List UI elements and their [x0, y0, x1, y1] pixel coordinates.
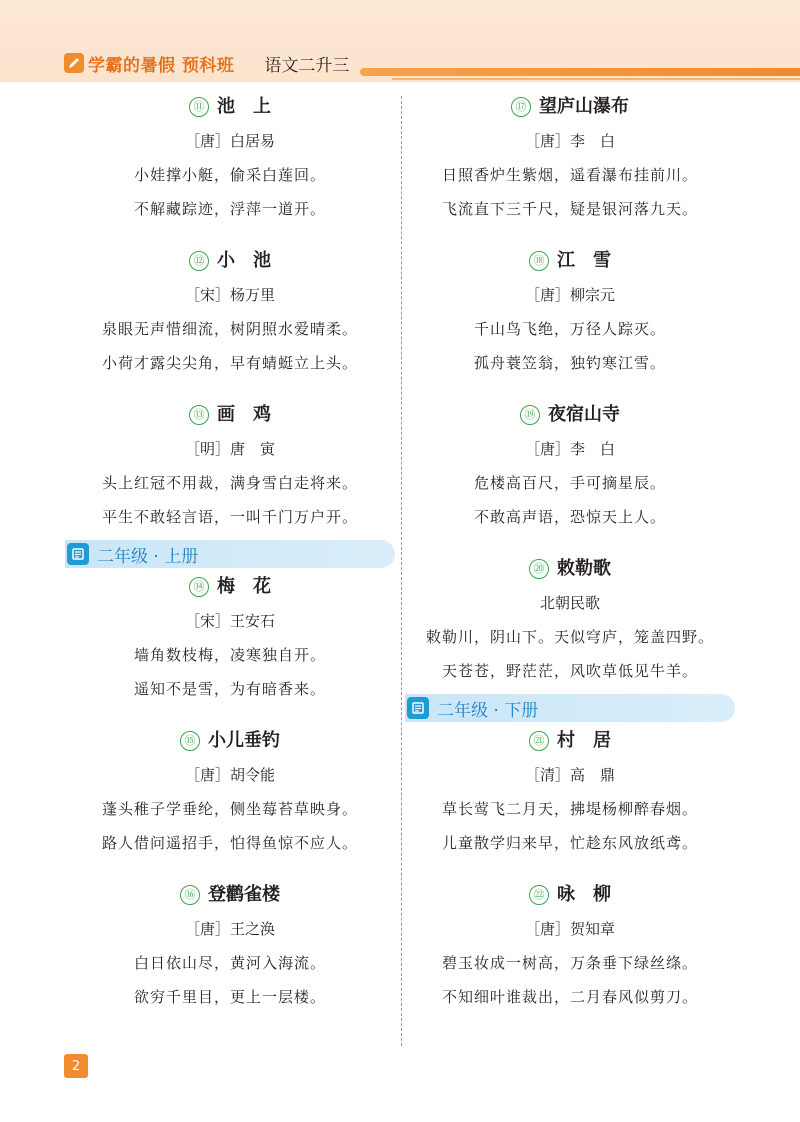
- poem-title: [405, 554, 735, 584]
- poem: [405, 92, 735, 226]
- brand-bar: [64, 50, 349, 76]
- poem-number: ⑰: [511, 97, 531, 117]
- poem-line: 欲穷千里目，更上一层楼。: [133, 988, 326, 1006]
- poem-author: ［宋］王安石: [184, 612, 275, 630]
- poem: [65, 572, 395, 706]
- poem-title-text: 梅 花: [217, 576, 271, 597]
- poem-author: ［宋］杨万里: [184, 286, 275, 304]
- poem-line: 小荷才露尖尖角，早有蜻蜓立上头。: [101, 354, 358, 372]
- poem: [65, 880, 395, 1014]
- poem-title-text: 江 雪: [557, 250, 611, 271]
- poem-number: ⑮: [180, 731, 200, 751]
- brand-name: 学霸的暑假 预科班: [88, 55, 235, 76]
- poem-title: [405, 92, 735, 122]
- poem-author: ［唐］李 白: [524, 440, 615, 458]
- poem-title-text: 画 鸡: [217, 404, 271, 425]
- poem: [65, 92, 395, 226]
- pencil-icon: [64, 53, 84, 73]
- poem-author: 北朝民歌: [539, 594, 600, 612]
- poem-number: ⑪: [189, 97, 209, 117]
- section-banner-grade2-vol1: [65, 540, 395, 568]
- poem-line: 不解藏踪迹，浮萍一道开。: [133, 200, 326, 218]
- poem-author: ［唐］白居易: [184, 132, 275, 150]
- poem-number: ㉒: [529, 885, 549, 905]
- poem-line: 危楼高百尺，手可摘星辰。: [473, 474, 666, 492]
- poem-title: [405, 246, 735, 276]
- poem-line: 头上红冠不用裁，满身雪白走将来。: [101, 474, 358, 492]
- poem-title-text: 池 上: [217, 96, 271, 117]
- right-column: [405, 92, 735, 1014]
- poem-title: [405, 880, 735, 910]
- poem-title-text: 小 池: [217, 250, 271, 271]
- poem-title: [65, 246, 395, 276]
- poem: [65, 246, 395, 380]
- poem-line: 不知细叶谁裁出，二月春风似剪刀。: [441, 988, 698, 1006]
- poem-title-text: 登鹳雀楼: [208, 884, 280, 905]
- book-icon: [407, 697, 429, 719]
- poem-line: 白日依山尽，黄河入海流。: [133, 954, 326, 972]
- section-title: 二年级 · 上册: [97, 546, 199, 567]
- poem-line: 蓬头稚子学垂纶，侧坐莓苔草映身。: [101, 800, 358, 818]
- poem-line: 不敢高声语，恐惊天上人。: [473, 508, 666, 526]
- poem-line: 日照香炉生紫烟，遥看瀑布挂前川。: [441, 166, 698, 184]
- poem-number: ⑱: [529, 251, 549, 271]
- poem-author: ［唐］柳宗元: [524, 286, 615, 304]
- poem-number: ⑬: [189, 405, 209, 425]
- poem: [405, 246, 735, 380]
- poem-line: 泉眼无声惜细流，树阴照水爱晴柔。: [101, 320, 358, 338]
- poem-line: 平生不敢轻言语，一叫千门万户开。: [101, 508, 358, 526]
- poem: [405, 554, 735, 688]
- poem-line: 千山鸟飞绝，万径人踪灭。: [473, 320, 666, 338]
- book-icon: [67, 543, 89, 565]
- poem-line: 草长莺飞二月天，拂堤杨柳醉春烟。: [441, 800, 698, 818]
- poem-author: ［唐］李 白: [524, 132, 615, 150]
- poem-line: 碧玉妆成一树高，万条垂下绿丝绦。: [441, 954, 698, 972]
- poem-title-text: 望庐山瀑布: [539, 96, 629, 117]
- poem-number: ⑳: [529, 559, 549, 579]
- column-divider: [401, 96, 402, 1046]
- poem: [405, 880, 735, 1014]
- poem: [405, 400, 735, 534]
- section-banner-grade2-vol2: [405, 694, 735, 722]
- poem-number: ⑲: [520, 405, 540, 425]
- header-accent-bar: [360, 68, 800, 76]
- poem-author: ［唐］贺知章: [524, 920, 615, 938]
- poem-title: [65, 92, 395, 122]
- left-column: [65, 92, 395, 1014]
- poem-title-text: 夜宿山寺: [548, 404, 620, 425]
- poem-number: ⑫: [189, 251, 209, 271]
- poem-title-text: 村 居: [557, 730, 611, 751]
- book-subtitle: 语文二升三: [264, 55, 350, 76]
- poem-line: 小娃撑小艇，偷采白莲回。: [133, 166, 326, 184]
- header-accent-line: [392, 78, 800, 80]
- poem-title: [65, 726, 395, 756]
- poem-author: ［唐］胡令能: [184, 766, 275, 784]
- poem-title-text: 敕勒歌: [557, 558, 611, 579]
- poem-line: 墙角数枝梅，凌寒独自开。: [133, 646, 326, 664]
- poem-author: ［明］唐 寅: [184, 440, 275, 458]
- poem-title-text: 咏 柳: [557, 884, 611, 905]
- poem-line: 孤舟蓑笠翁，独钓寒江雪。: [473, 354, 666, 372]
- poem-title: [405, 400, 735, 430]
- poem-title: [65, 400, 395, 430]
- poem-number: ⑯: [180, 885, 200, 905]
- poem-title: [65, 572, 395, 602]
- poem-line: 敕勒川，阴山下。天似穹庐，笼盖四野。: [425, 628, 714, 646]
- poem-line: 儿童散学归来早，忙趁东风放纸鸢。: [441, 834, 698, 852]
- poem-number: ⑭: [189, 577, 209, 597]
- poem-line: 路人借问遥招手，怕得鱼惊不应人。: [101, 834, 358, 852]
- poem-line: 天苍苍，野茫茫，风吹草低见牛羊。: [441, 662, 698, 680]
- poem: [405, 726, 735, 860]
- poem: [65, 726, 395, 860]
- poem-author: ［清］高 鼎: [524, 766, 615, 784]
- poem-title-text: 小儿垂钓: [208, 730, 280, 751]
- poem-author: ［唐］王之涣: [184, 920, 275, 938]
- poem: [65, 400, 395, 534]
- poem-title: [405, 726, 735, 756]
- poem-line: 遥知不是雪，为有暗香来。: [133, 680, 326, 698]
- poem-line: 飞流直下三千尺，疑是银河落九天。: [441, 200, 698, 218]
- section-title: 二年级 · 下册: [437, 700, 539, 721]
- page-number: 2: [64, 1054, 88, 1078]
- poem-number: ㉑: [529, 731, 549, 751]
- poem-title: [65, 880, 395, 910]
